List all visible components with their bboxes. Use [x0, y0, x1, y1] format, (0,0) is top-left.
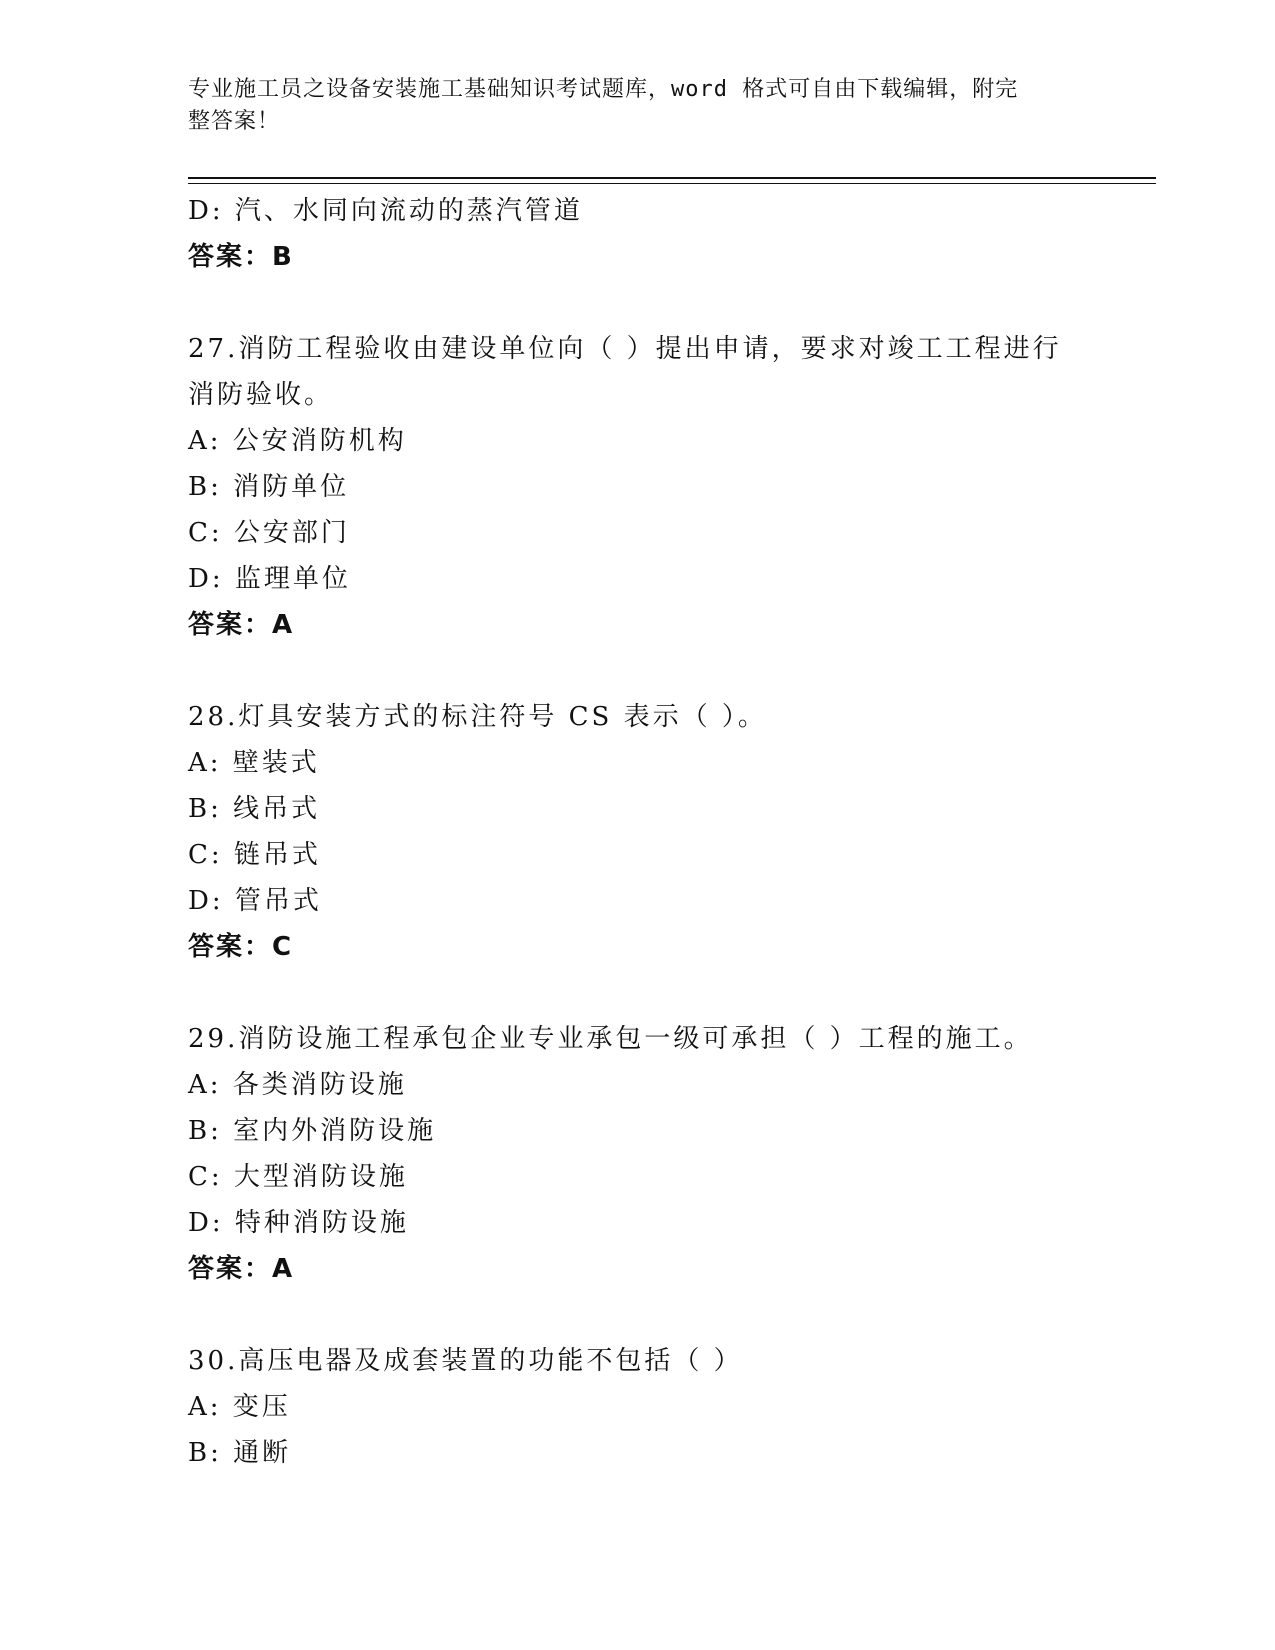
- question-list: [188, 188, 1088, 1476]
- question-28-option-b: B: 线吊式: [188, 794, 321, 824]
- question-29-option-d: D: 特种消防设施: [188, 1208, 409, 1238]
- question-27: [188, 326, 1088, 648]
- question-27-option-a: A: 公安消防机构: [188, 426, 407, 456]
- question-29-option-b: B: 室内外消防设施: [188, 1116, 437, 1146]
- question-30-option-b: B: 通断: [188, 1438, 292, 1468]
- spacer: [188, 280, 1088, 326]
- question-29-stem: 29.消防设施工程承包企业专业承包一级可承担（ ）工程的施工。: [188, 1024, 1033, 1054]
- spacer: [188, 1292, 1088, 1338]
- question-28-stem: 28.灯具安装方式的标注符号 CS 表示（ ）。: [188, 702, 767, 732]
- document-header: [188, 74, 1068, 138]
- question-27-stem-line-2: 消防验收。: [188, 380, 334, 410]
- spacer: [188, 648, 1088, 694]
- question-29: [188, 1016, 1088, 1292]
- question-27-option-b: B: 消防单位: [188, 472, 350, 502]
- question-29-answer: 答案：A: [188, 1254, 295, 1284]
- spacer: [188, 970, 1088, 1016]
- question-27-option-d: D: 监理单位: [188, 564, 351, 594]
- question-28-option-a: A: 壁装式: [188, 748, 320, 778]
- prev-option-d: D: 汽、水同向流动的蒸汽管道: [188, 196, 583, 226]
- header-rule-thick: [188, 177, 1156, 179]
- question-30-option-a: A: 变压: [188, 1392, 291, 1422]
- question-28-option-c: C: 链吊式: [188, 840, 321, 870]
- question-28-answer: 答案：C: [188, 932, 294, 962]
- header-rule-thin: [188, 183, 1156, 184]
- question-27-stem-line-1: 27.消防工程验收由建设单位向（ ）提出申请，要求对竣工工程进行: [188, 334, 1062, 364]
- question-28-option-d: D: 管吊式: [188, 886, 322, 916]
- question-29-option-c: C: 大型消防设施: [188, 1162, 408, 1192]
- question-27-option-c: C: 公安部门: [188, 518, 350, 548]
- question-30-stem: 30.高压电器及成套装置的功能不包括（ ）: [188, 1346, 743, 1376]
- prev-answer: 答案：B: [188, 242, 294, 272]
- question-29-option-a: A: 各类消防设施: [188, 1070, 407, 1100]
- header-line-1: 专业施工员之设备安装施工基础知识考试题库，word 格式可自由下载编辑，附完: [188, 77, 1019, 102]
- header-line-2: 整答案！: [188, 109, 281, 134]
- question-28: [188, 694, 1088, 970]
- question-30: [188, 1338, 1088, 1476]
- question-27-answer: 答案：A: [188, 610, 295, 640]
